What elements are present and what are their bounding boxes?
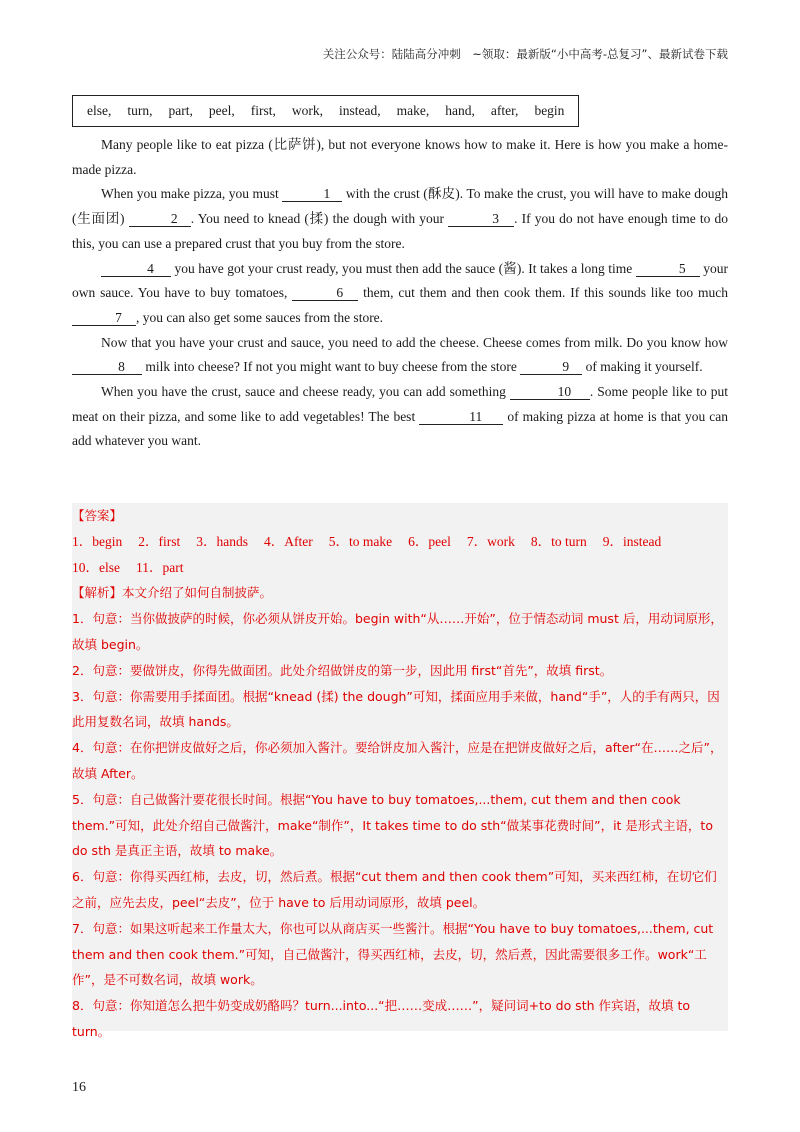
explanation-1: 1．句意：当你做披萨的时候，你必须从饼皮开始。begin with“从……开始”，位于情态动词 must 后，用动词原形，故填 begin。	[72, 611, 723, 652]
blank-1: 1	[282, 186, 342, 202]
blank-9: 9	[520, 359, 582, 375]
word-bank-item: part,	[168, 103, 193, 118]
word-bank-item: begin	[534, 103, 565, 118]
word-bank-item: after,	[490, 103, 519, 118]
explanation-3: 3．句意：你需要用手揉面团。根据“knead (揉) the dough”可知，揉面应用手来做，hand“手”，人的手有两只，因此用复数名词，故填 hands。	[72, 688, 720, 730]
answer-item: 2．first	[138, 533, 181, 549]
word-bank-item: instead,	[339, 103, 381, 118]
answer-item: 1．begin	[72, 533, 123, 549]
word-bank-item: else,	[87, 103, 112, 118]
blank-7: 7	[72, 310, 136, 326]
answer-item: 3．hands	[196, 533, 248, 549]
word-bank-item: peel,	[208, 103, 235, 118]
blank-10: 10	[510, 384, 590, 400]
passage-paragraph-3: 4 you have got your crust ready, you must then add the sauce (酱). It takes a long time 5 your own sauce. You have to buy tomatoes, 6 them, cut them and then cook them. If this sounds like too much 7 , you can also get some sauces from the store.	[72, 260, 728, 325]
answer-item: 10．else	[72, 559, 120, 575]
blank-2: 2	[129, 211, 191, 227]
answer-item: 9．instead	[602, 533, 662, 549]
passage-paragraph-1: Many people like to eat pizza (比萨饼), but not everyone knows how to make it. Here is how you make a home-made pizza.	[72, 137, 728, 177]
answer-item: 7．work	[466, 533, 515, 549]
explanation-8: 8．句意：你知道怎么把牛奶变成奶酪吗？turn...into...“把……变成……”，疑问词+to do sth 作宾语，故填 to turn。	[72, 998, 691, 1039]
explanation-7: 7．句意：如果这听起来工作量太大，你也可以从商店买一些酱汁。根据“You have to buy tomatoes,...them, cut them and then cook them.”可知，自己做酱汁，得买西红柿，去皮，切，然后煮，因此需要很多工作。work“工作”，是不可数名词，故填 work。	[72, 920, 714, 988]
answer-heading: 【答案】	[72, 508, 123, 523]
explanation-4: 4．句意：在你把饼皮做好之后，你必须加入酱汁。要给饼皮加入酱汁，应是在把饼皮做好之后，after“在……之后”，故填 After。	[72, 740, 723, 781]
word-bank-box	[72, 95, 579, 127]
blank-8: 8	[72, 359, 142, 375]
analysis-intro: 【解析】本文介绍了如何自制披萨。	[72, 585, 273, 601]
passage-paragraph-4: Now that you have your crust and sauce, you need to add the cheese. Cheese comes from milk. Do you know how 8 milk into cheese? If not you might want to buy cheese from the store 9 of making it yourself.	[72, 331, 728, 380]
blank-3: 3	[448, 211, 514, 227]
answer-item: 6．peel	[408, 533, 451, 549]
page-header: 关注公众号：陆陆高分冲刺 ~领取：最新版“小中高考-总复习”、最新试卷下载	[322, 47, 728, 61]
blank-5: 5	[636, 261, 700, 277]
explanation-2: 2．句意：要做饼皮，你得先做面团。此处介绍做饼皮的第一步，因此用 first“首先”，故填 first。	[72, 662, 613, 678]
explanation-6: 6．句意：你得买西红柿，去皮，切，然后煮。根据“cut them and then cook them”可知，买来西红柿，在切它们之前，应先去皮，peel“去皮”，位于 have to 后用动词原形，故填 peel。	[72, 869, 717, 910]
answer-item: 4．After	[264, 533, 313, 549]
blank-4: 4	[101, 261, 171, 277]
explanation-5: 5．句意：自己做酱汁要花很长时间。根据“You have to buy tomatoes,...them, cut them and then cook them.”可知，此处介绍自己做酱汁，make“制作”，It takes time to do sth“做某事花费时间”，it 是形式主语，to do sth 是真正主语，故填 to make。	[72, 791, 713, 859]
word-bank-item: turn,	[127, 103, 153, 118]
word-bank-item: make,	[396, 103, 430, 118]
answer-item: 5．to make	[328, 533, 393, 549]
word-bank-item: hand,	[445, 103, 475, 118]
passage-paragraph-2: When you make pizza, you must 1 with the crust (酥皮). To make the crust, you will have to make dough (生面团) 2 . You need to knead (揉) the dough with your 3 . If you do not have enough time to do this, you can use a prepared crust that you buy from the store.	[72, 186, 728, 251]
cloze-passage	[72, 133, 728, 454]
answer-item: 8．to turn	[530, 533, 587, 549]
answer-item: 11．part	[136, 559, 184, 575]
answer-section	[72, 503, 728, 1039]
blank-11: 11	[419, 409, 503, 425]
passage-paragraph-5: When you have the crust, sauce and cheese ready, you can add something 10 . Some people like to put meat on their pizza, and some like to add vegetables! The best 11 of making pizza at home is that you can add whatever you want.	[72, 384, 729, 449]
answer-list	[72, 529, 728, 581]
page-number: 16	[72, 1080, 86, 1095]
blank-6: 6	[292, 285, 358, 301]
word-bank-item: first,	[250, 103, 276, 118]
word-bank-item: work,	[291, 103, 323, 118]
